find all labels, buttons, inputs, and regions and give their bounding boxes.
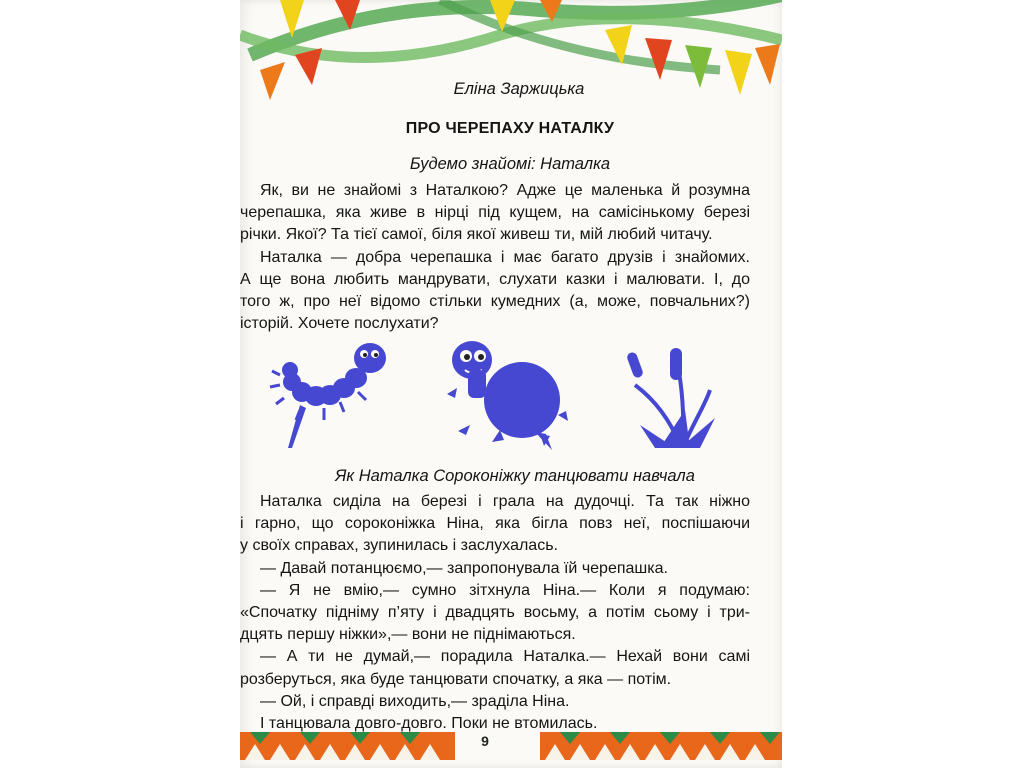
text-line: і гарно, що сороконіжка Ніна, яка бігла повз неї, поспішаючи bbox=[240, 515, 750, 533]
text-line: Наталка сиділа на березі і грала на дудочці. Та так ніжно bbox=[260, 493, 750, 510]
text-line: черепашка, яка живе в нірці під кущем, на самісінькому березі bbox=[240, 204, 750, 222]
centipede-icon bbox=[270, 343, 386, 448]
text-line: — Ой, і справді виходить,— зраділа Ніна. bbox=[260, 692, 570, 710]
text-line: А ще вона любить мандрувати, слухати казки і малювати. І, до bbox=[240, 270, 750, 288]
text-line: Як, ви не знайомі з Наталкою? Адже це маленька й розумна bbox=[260, 182, 750, 199]
text-line: — Я не вмію,— сумно зітхнула Ніна.— Коли я подумаю: bbox=[260, 581, 750, 599]
turtle-icon bbox=[447, 341, 568, 450]
section-1-text bbox=[240, 180, 750, 335]
text-line: — Давай потанцюємо,— запропонувала їй черепашка. bbox=[260, 559, 668, 577]
page-content bbox=[240, 0, 782, 768]
author-name: Еліна Заржицька bbox=[453, 80, 585, 98]
page-number: 9 bbox=[481, 733, 489, 749]
section-title-1: Будемо знайомі: Наталка bbox=[409, 155, 611, 173]
cattail-plant-icon bbox=[626, 348, 715, 448]
illustration-characters bbox=[240, 330, 782, 455]
text-line: річки. Якої? Та тієї самої, біля якої живеш ти, мій любий читачу. bbox=[240, 226, 713, 244]
text-line: дцять першу ніжки»,— вони не піднімаються. bbox=[240, 626, 576, 644]
text-line: І танцювала довго-довго. Поки не втомилась. bbox=[260, 714, 598, 732]
book-page bbox=[240, 0, 782, 768]
story-title: ПРО ЧЕРЕПАХУ НАТАЛКУ bbox=[405, 120, 615, 137]
text-line: історій. Хочете послухати? bbox=[240, 315, 439, 333]
text-line: у своїх справах, зупинилась і заслухалась. bbox=[240, 537, 558, 555]
text-line: того ж, про неї відомо стільки кумедних (а, може, повчальних?) bbox=[240, 292, 750, 310]
text-line: — А ти не думай,— порадила Наталка.— Нехай вони самі bbox=[260, 648, 750, 666]
text-line: «Спочатку підніму п’яту і двадцять восьму, а потім сьому і три- bbox=[240, 603, 750, 621]
text-line: розберуться, яка буде танцювати спочатку, а яка — потім. bbox=[240, 670, 672, 688]
section-2-text bbox=[240, 491, 750, 735]
section-title-2: Як Наталка Сороконіжку танцювати навчала bbox=[335, 467, 695, 485]
text-line: Наталка — добра черепашка і має багато друзів і знайомих. bbox=[260, 248, 750, 266]
